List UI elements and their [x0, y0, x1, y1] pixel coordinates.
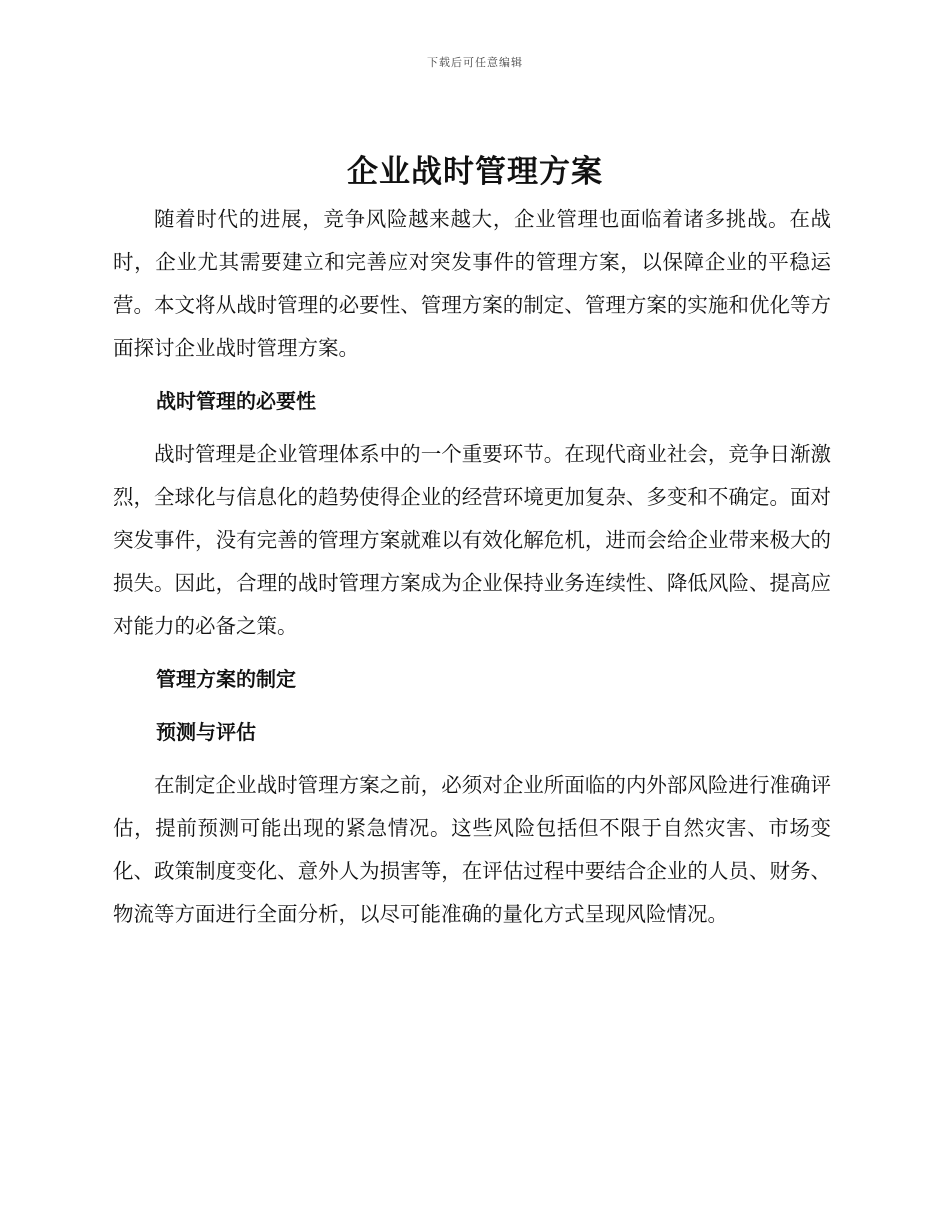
section-paragraph-necessity: 战时管理是企业管理体系中的一个重要环节。在现代商业社会，竞争日渐激烈，全球化与信息化的趋势使得企业的经营环境更加复杂、多变和不确定。面对突发事件，没有完善的管理方案就难以有效化解危机，进而会给企业带来极大的损失。因此，合理的战时管理方案成为企业保持业务连续性、降低风险、提高应对能力的必备之策。: [113, 442, 831, 638]
document-title: 企业战时管理方案: [347, 154, 603, 190]
intro-paragraph: 随着时代的进展，竞争风险越来越大，企业管理也面临着诸多挑战。在战时，企业尤其需要建立和完善应对突发事件的管理方案，以保障企业的平稳运营。本文将从战时管理的必要性、管理方案的制定、管理方案的实施和优化等方面探讨企业战时管理方案。: [113, 207, 831, 360]
section-heading-forecast: 预测与评估: [156, 720, 256, 744]
section-heading-necessity: 战时管理的必要性: [156, 389, 316, 413]
section-paragraph-forecast: 在制定企业战时管理方案之前，必须对企业所面临的内外部风险进行准确评估，提前预测可能出现的紧急情况。这些风险包括但不限于自然灾害、市场变化、政策制度变化、意外人为损害等，在评估过程中要结合企业的人员、财务、物流等方面进行全面分析，以尽可能准确的量化方式呈现风险情况。: [113, 773, 831, 926]
header-note: 下载后可任意编辑: [427, 56, 523, 69]
section-heading-formulation: 管理方案的制定: [156, 667, 296, 691]
document-body: [113, 198, 831, 936]
